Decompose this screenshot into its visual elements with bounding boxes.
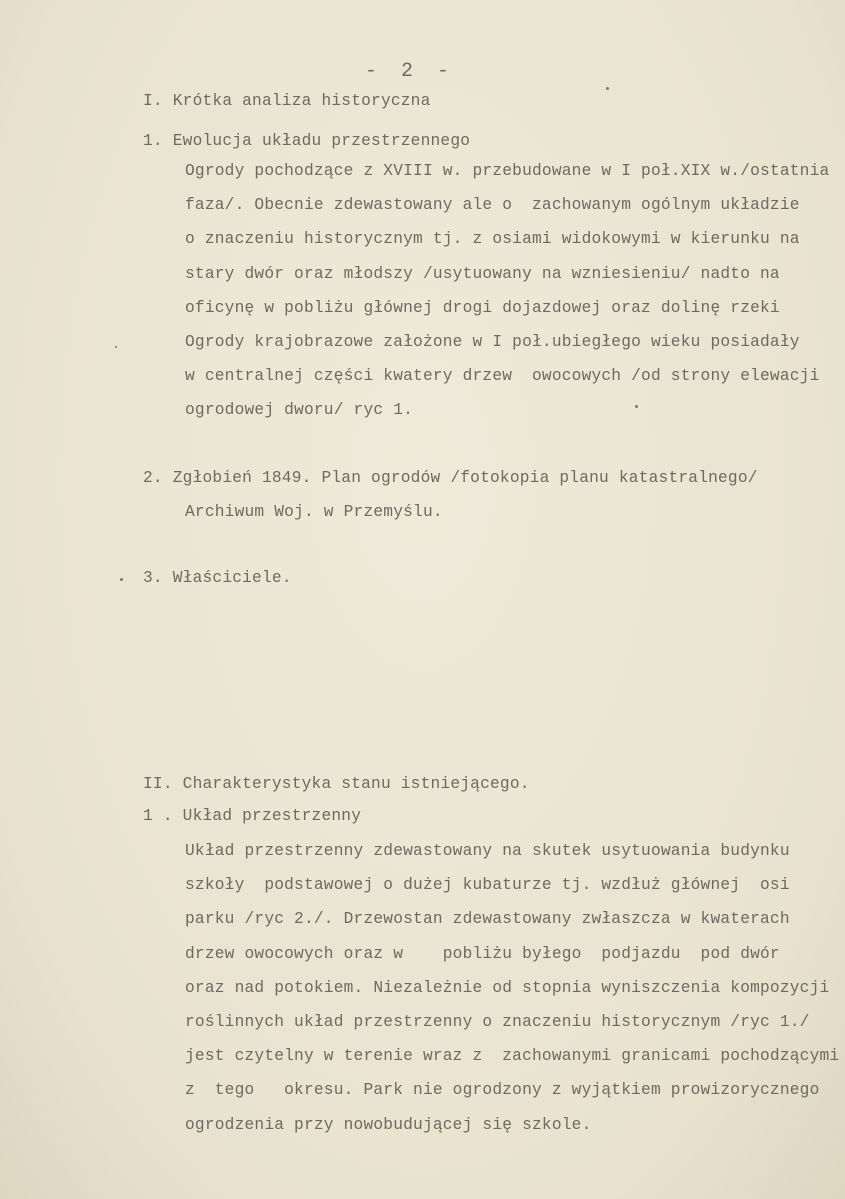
page-number: - 2 - <box>365 60 450 83</box>
body-line: Układ przestrzenny zdewastowany na skutek usytuowania budynku <box>185 842 790 860</box>
paper-speck <box>115 346 117 348</box>
item-2-line: Archiwum Woj. w Przemyślu. <box>185 503 443 521</box>
body-line: Ogrody pochodzące z XVIII w. przebudowane w I poł.XIX w./ostatnia <box>185 162 830 180</box>
section-2-heading: II. Charakterystyka stanu istniejącego. <box>143 775 530 793</box>
paper-speck <box>120 578 123 581</box>
item-2-line: 2. Zgłobień 1849. Plan ogrodów /fotokopia planu katastralnego/ <box>143 469 758 487</box>
body-line: oraz nad potokiem. Niezależnie od stopnia wyniszczenia kompozycji <box>185 978 830 997</box>
body-line: szkoły podstawowej o dużej kubaturze tj. wzdłuż głównej osi <box>185 876 790 895</box>
paper-speck <box>606 87 609 90</box>
body-line: o znaczeniu historycznym tj. z osiami widokowymi w kierunku na <box>185 230 800 249</box>
body-line: drzew owocowych oraz w pobliżu byłego podjazdu pod dwór <box>185 944 780 963</box>
body-line: oficynę w pobliżu głównej drogi dojazdowej oraz dolinę rzeki <box>185 298 780 317</box>
body-line: ogrodowej dworu/ ryc 1. <box>185 401 414 420</box>
body-line: z tego okresu. Park nie ogrodzony z wyjątkiem prowizorycznego <box>185 1081 820 1100</box>
paper-speck <box>635 405 638 408</box>
body-line: ogrodzenia przy nowobudującej się szkole. <box>185 1115 592 1134</box>
item-3-title: 3. Właściciele. <box>143 569 292 587</box>
body-line: faza/. Obecnie zdewastowany ale o zachowanym ogólnym układzie <box>185 196 800 215</box>
section-2-item-1-title: 1 . Układ przestrzenny <box>143 807 362 825</box>
item-1-title: 1. Ewolucja układu przestrzennego <box>143 132 471 150</box>
body-line: jest czytelny w terenie wraz z zachowanymi granicami pochodzącymi <box>185 1047 840 1066</box>
body-line: w centralnej części kwatery drzew owocowych /od strony elewacji <box>185 367 820 386</box>
body-line: parku /ryc 2./. Drzewostan zdewastowany zwłaszcza w kwaterach <box>185 910 790 929</box>
body-line: stary dwór oraz młodszy /usytuowany na wzniesieniu/ nadto na <box>185 264 780 283</box>
section-1-heading: I. Krótka analiza historyczna <box>143 92 431 110</box>
body-line: roślinnych układ przestrzenny o znaczeniu historycznym /ryc 1./ <box>185 1013 810 1031</box>
body-line: Ogrody krajobrazowe założone w I poł.ubiegłego wieku posiadały <box>185 333 800 351</box>
